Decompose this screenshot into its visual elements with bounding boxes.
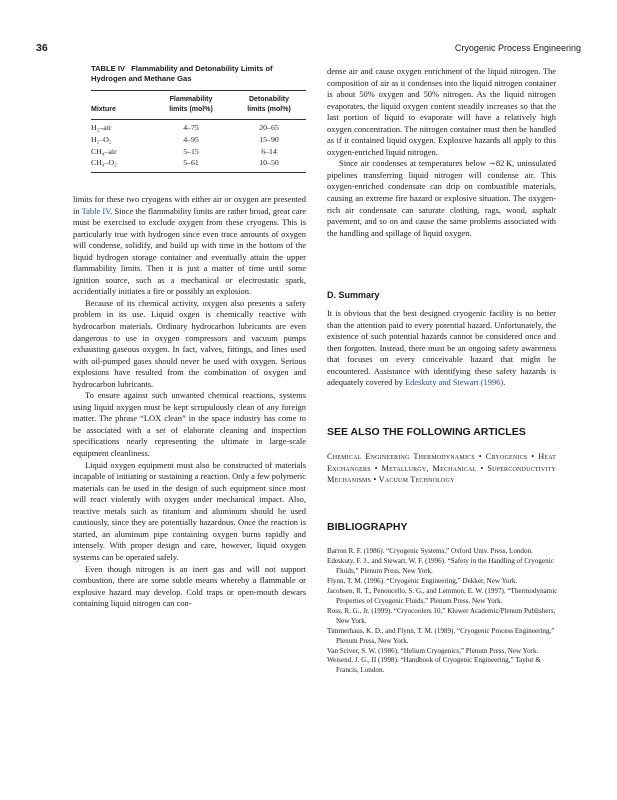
bullet-separator: • bbox=[374, 463, 378, 473]
bullet-separator: • bbox=[480, 463, 484, 473]
paragraph: To ensure against such unwanted chemical reactions, systems using liquid oxygen must be kept scrupulously clean of any foreign matter. The phrase “LOX clean” in the space industry has come to be associated with a set of elaborate cleaning and inspection specifications nearly representing the ultimate in large-scale equipment cleanliness. bbox=[73, 390, 306, 459]
left-column bbox=[73, 194, 306, 610]
see-also-item[interactable]: Cryogenics bbox=[485, 452, 528, 461]
bibliography-entry: Ross, R. G., Jr. (1999). “Cryocoolers 10,” Kluwer Academic/Plenum Publishers, New York. bbox=[327, 606, 556, 625]
table-caption-line1: Flammability and Detonability Limits of bbox=[131, 64, 273, 73]
bibliography-list bbox=[327, 547, 559, 676]
bibliography-entry: Van Sciver, S. W. (1986). “Helium Cryogenics,” Plenum Press, New York. bbox=[327, 646, 539, 655]
table-header-rule bbox=[91, 119, 306, 120]
bibliography-entry: Weisend, J. G., II (1998). “Handbook of Cryogenic Engineering,” Taylor & Francis, London. bbox=[327, 656, 541, 675]
table-caption bbox=[91, 64, 306, 84]
right-column bbox=[327, 66, 556, 239]
see-also-item[interactable]: Heat Exchangers bbox=[327, 452, 557, 473]
cell-mixture: H₂–O₂ bbox=[91, 134, 112, 144]
bibliography-entry: Barron R. F. (1986). “Cryogenic Systems,” Oxford Univ. Press, London. bbox=[327, 547, 533, 555]
header-detonability bbox=[233, 95, 305, 115]
header-detonability-line1: Detonability bbox=[248, 96, 290, 103]
header-detonability-line2: limits (mol%) bbox=[247, 106, 291, 113]
cell-mixture: H₂–air bbox=[91, 123, 112, 132]
bibliography-entry: Flynn, T. M. (1996). “Cryogenic Engineering,” Dekker, New York. bbox=[327, 576, 518, 585]
paragraph: Liquid oxygen equipment must also be constructed of materials incapable of initiating or sustaining a reaction. Only a few polymeric materials can be used in the design of such equipment since most will react violently with oxygen under mechanical impact. Also, reactive metals such as titanium and aluminum should be used cautiously, since they are potentially hazardous. Once the reaction is started, an aluminum pipe containing oxygen burns rapidly and intensely. With proper design and care, however, liquid oxygen systems can be operated safely. bbox=[73, 459, 306, 562]
bibliography-entry: Edeskuty, F. J., and Stewart, W. F. (1996). “Safety in the Handling of Cryogenic Fluids,” Plenum Press, New York. bbox=[327, 556, 554, 575]
table-caption-line2: Hydrogen and Methane Gas bbox=[91, 74, 192, 83]
edeskuty-stewart-link[interactable]: Edeskuty and Stewart (1996) bbox=[405, 377, 504, 388]
table-row bbox=[91, 123, 306, 135]
paragraph: Since air condenses at temperatures below ∼82 K, uninsulated pipelines transferring liquid nitrogen will condense air. This oxygen-enriched condensate can drip on combustible materials, causing an extreme fire hazard or explosive situation. The oxygen-rich air condensate can saturate clothing, rags, wood, asphalt pavement, and so on and cause the same problems associated with the handling and spillage of liquid oxygen. bbox=[327, 158, 556, 238]
paragraph-text: . Since the flammability limits are rather broad, great care must be exercised to exclude oxygen from these cryogens. This is particularly true with hydrogen since even trace amounts of oxygen will condense, solidify, and build up with time in the bottom of the liquid hydrogen storage container and eventually attain the upper flammability limits. Then it is just a matter of time until some ignition source, such as a mechanical or electrostatic spark, accidentially initiates a fire or possibly an explosion. bbox=[73, 205, 306, 297]
table-bottom-rule bbox=[91, 172, 306, 173]
table-top-rule bbox=[91, 90, 306, 91]
see-also-item[interactable]: Vacuum Technology bbox=[378, 475, 455, 485]
bibliography-entry: Timmerhaus, K. D., and Flynn, T. M. (1989). “Cryogenic Process Engineering,” Plenum Press, New York. bbox=[327, 626, 555, 645]
cell-mixture: CH₄–air bbox=[91, 146, 117, 156]
running-title: Cryogenic Process Engineering bbox=[454, 43, 581, 53]
cell-flammability: 5–15 bbox=[183, 146, 199, 156]
header-mixture: Mixture bbox=[91, 106, 116, 113]
paragraph: Even though nitrogen is an inert gas and will not support combustion, there are some subtle means whereby a flammable or explosive hazard may develop. Cold traps or open-mouth dewars containing liquid nitrogen can con- bbox=[73, 563, 306, 609]
paragraph bbox=[73, 194, 306, 298]
table-row bbox=[91, 147, 306, 159]
see-also-item[interactable]: Superconductivity Mechanisms bbox=[327, 463, 556, 485]
table-row bbox=[91, 135, 306, 147]
bullet-separator: • bbox=[478, 452, 482, 461]
see-also-heading: SEE ALSO THE FOLLOWING ARTICLES bbox=[327, 426, 526, 438]
bibliography-heading: BIBLIOGRAPHY bbox=[327, 521, 408, 533]
paragraph-text: It is obvious that the best designed cryogenic facility is no better than the attention paid to every potential hazard. Unfortunately, the existence of such potential hazards cannot be considered once and then forgotten. Instead, there must be an ongoing safety awareness that focuses on every conceivable hazard that might be encountered. Assistance with identifying these safety hazards is adequately covered by bbox=[327, 308, 556, 388]
paragraph: Because of its chemical activity, oxygen also presents a safety problem in its use. Liquid oxgen is chemically reactive with hydrocarbon materials. Ordinary hydrocarbon lubricants are even dangerous to use in oxygen compressors and vacuum pumps exhausting gaseous oxygen. In fact, valves, fittings, and lines used with oil-pumped gases should never be used with oxygen. Serious explosions have resulted from the combination of oxygen and hydrocarbon lubricants. bbox=[73, 297, 306, 389]
paragraph-text: limits for these two cryogens with either air or oxygen are presented in bbox=[73, 194, 306, 216]
header-flammability-line1: Flammability bbox=[169, 96, 213, 103]
bibliography-entry: Jacobsen, R. T., Penoncello, S. G., and Lemmon, E. W. (1997). “Thermodynamic Properties of Cryogenic Fluids,” Plenum Press, New York. bbox=[327, 586, 558, 605]
table-body bbox=[91, 123, 306, 170]
cell-detonability: 6–14 bbox=[261, 146, 277, 156]
table-iv-link[interactable]: Table IV bbox=[81, 205, 111, 216]
cell-mixture: CH₄–O₂ bbox=[91, 158, 117, 168]
cell-detonability: 15–90 bbox=[259, 134, 279, 144]
cell-detonability: 10–50 bbox=[259, 158, 279, 168]
summary-section bbox=[327, 308, 556, 389]
header-flammability bbox=[157, 95, 225, 115]
see-also-item[interactable]: Chemical Engineering Thermodynamics bbox=[327, 452, 475, 461]
see-also-item[interactable]: Metallurgy, Mechanical bbox=[381, 463, 477, 473]
table-label: TABLE IV bbox=[91, 64, 126, 73]
paragraph: dense air and cause oxygen enrichment of the liquid nitrogen. The composition of air as it condenses into the liquid nitrogen container is about 50% oxygen and 50% nitrogen. As the liquid nitrogen evaporates, the liquid oxygen content steadily increases so that the last portion of liquid to evaporate will have a relatively high oxygen concentration. The nitrogen container must then be handled as if it contained liquid oxygen. Explosive hazards all apply to this oxygen-enriched liquid nitrogen. bbox=[327, 66, 556, 157]
header-flammability-line2: limits (mol%) bbox=[169, 106, 213, 113]
table-iv bbox=[91, 64, 306, 173]
cell-flammability: 5–61 bbox=[183, 158, 199, 168]
table-row bbox=[91, 158, 306, 170]
paragraph-text: . bbox=[503, 377, 506, 388]
cell-flammability: 4–95 bbox=[183, 134, 199, 144]
cell-flammability: 4–75 bbox=[183, 123, 199, 132]
cell-detonability: 20–65 bbox=[259, 123, 279, 132]
bullet-separator: • bbox=[373, 475, 377, 485]
bullet-separator: • bbox=[531, 452, 535, 461]
table-header-row bbox=[91, 95, 306, 119]
summary-heading: D. Summary bbox=[327, 290, 380, 300]
paragraph bbox=[327, 308, 556, 389]
see-also-list bbox=[327, 451, 556, 486]
page-number: 36 bbox=[36, 42, 48, 54]
